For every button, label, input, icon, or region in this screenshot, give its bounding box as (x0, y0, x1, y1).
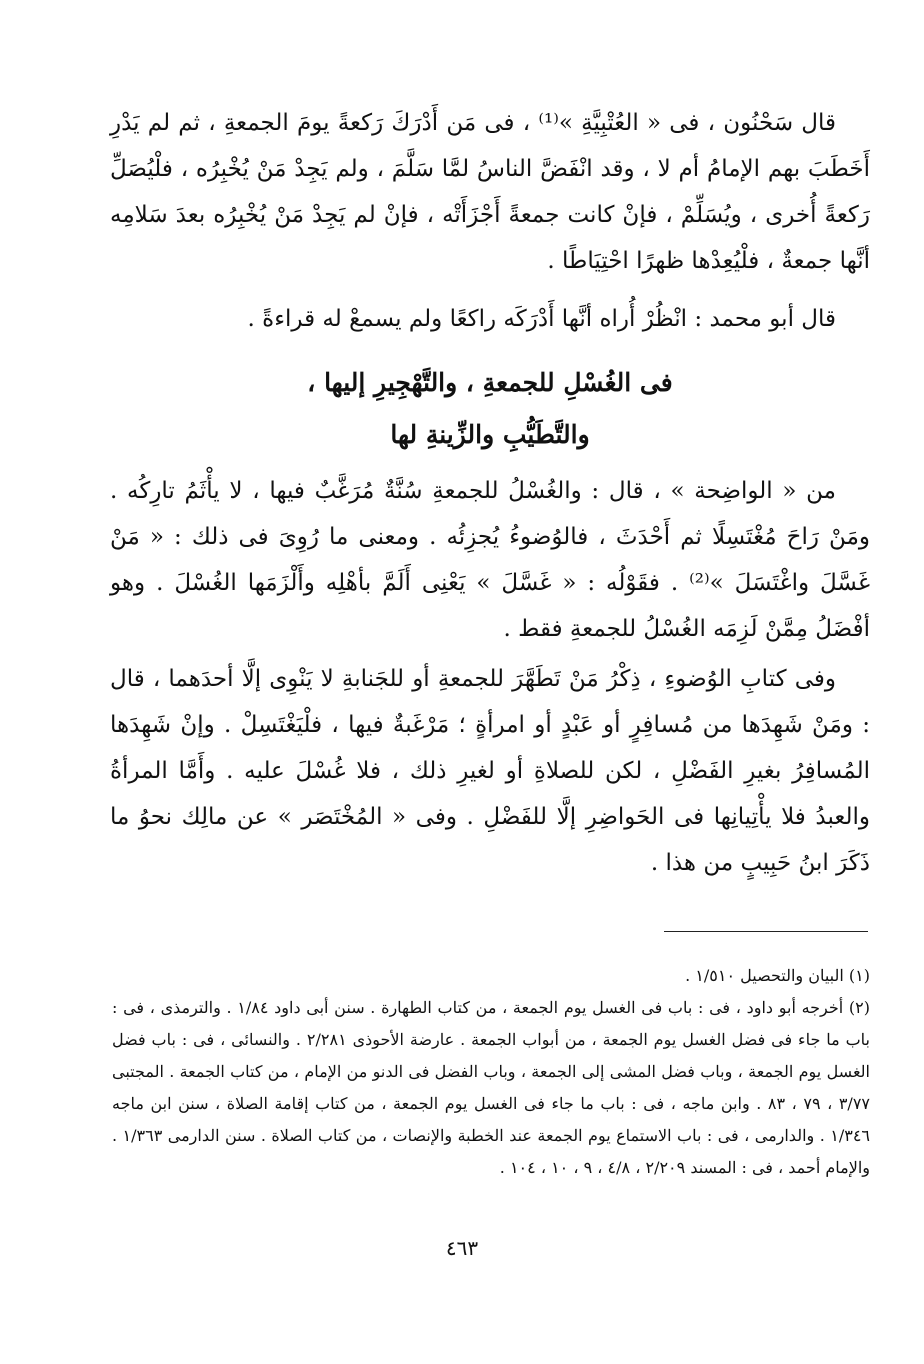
paragraph-text: من « الواضِحة » ، قال : والغُسْلُ للجمعةِ سُنَّةٌ مُرَغَّبٌ فيها ، لا يأْثَمُ تارِكُه . ومَنْ رَاحَ مُغْتَسِلًا ثم أَحْدَثَ ، فالوُضوءُ يُجزِئُه . ومعنى ما رُوِىَ فى ذلك : « مَنْ غَسَّلَ واغْتَسَلَ »⁽²⁾ . فقَوْلُه : « غَسَّلَ » يَعْنِى أَلَمَّ بأهْلِه وأَلْزَمَها الغُسْلَ . وهو أفْضَلُ مِمَّنْ لَزِمَه الغُسْلُ للجمعةِ فقط . (110, 478, 870, 642)
footnote-2: (٢) أخرجه أبو داود ، فى : باب فى الغسل يوم الجمعة ، من كتاب الطهارة . سنن أبى داود ١/٨٤ . والترمذى ، فى : باب ما جاء فى فضل الغسل يوم الجمعة ، من أبواب الجمعة . عارضة الأحوذى ٢/٢٨١ . والنسائى ، فى : باب فضل الغسل يوم الجمعة ، وباب فضل المشى إلى الجمعة ، وباب الفضل فى الدنو من الإمام ، من كتاب الجمعة . المجتبى ٣/٧٧ ، ٧٩ ، ٨٣ . وابن ماجه ، فى : باب ما جاء فى الغسل يوم الجمعة ، من كتاب إقامة الصلاة ، سنن ابن ماجه ١/٣٤٦ . والدارمى ، فى : باب الاستماع يوم الجمعة عند الخطبة والإنصات ، من كتاب الصلاة . سنن الدارمى ١/٣٦٣ . والإمام أحمد ، فى : المسند ٢/٢٠٩ ، ٤/٨ ، ٩ ، ١٠ ، ١٠٤ . (112, 998, 871, 1177)
paragraph-text: وفى كتابِ الوُضوءِ ، ذِكْرُ مَنْ تَطَهَّرَ للجمعةِ أو للجَنابةِ لا يَنْوِى إلَّا أحدَهما ، قال : ومَنْ شَهِدَها من مُسافِرٍ أو عَبْدٍ أو امرأةٍ ؛ مَرْغَبةٌ فيها ، فلْيَغْتَسِلْ . وإنْ شَهِدَها المُسافِرُ بغيرِ الفَضْلِ ، لكن للصلاةِ أو لغيرِ ذلك ، فلا غُسْلَ عليه . وأَمَّا المرأةُ والعبدُ فلا يأْتِيانِها فى الحَواضِرِ إلَّا للفَضْلِ . وفى « المُخْتَصَر » عن مالِك نحوُ ما ذَكَرَ ابنُ حَبِيبٍ من هذا . (110, 666, 870, 876)
section-heading-line-2: والتَّطَيُّبِ والزِّينةِ لها (390, 420, 590, 449)
footnote-1: (١) البيان والتحصيل ١/٥١٠ . (685, 966, 870, 985)
page-number: ٤٦٣ (445, 1236, 479, 1260)
paragraph-text: قال أبو محمد : انْظُرْ أُراه أنَّها أَدْرَكَه راكعًا ولم يسمعْ له قراءةً . (247, 306, 836, 332)
paragraph-wadiha (110, 468, 870, 652)
paragraph-abu-muhammad (110, 296, 870, 342)
paragraph-text: قال سَحْنُون ، فى « العُتْبِيَّةِ »⁽¹⁾ ، فى مَن أَدْرَكَ رَكعةً يومَ الجمعةِ ، ثم لم يَدْرِ أَخَطَبَ بهم الإمامُ أم لا ، وقد انْفَضَّ الناسُ لمَّا سَلَّمَ ، ولم يَجِدْ مَنْ يُخْبِرُه ، فلْيُصَلِّ رَكعةً أُخرى ، ويُسَلِّمْ ، فإنْ كانت جمعةً أَجْزَأَتْه ، فإنْ لم يَجِدْ مَنْ يُخْبِرُه بعدَ سَلامِه أنَّها جمعةٌ ، فلْيُعِدْها ظهرًا احْتِيَاطًا . (110, 110, 870, 274)
footnotes (112, 960, 870, 1184)
paragraph-kitab-wudu (110, 656, 870, 886)
footnote-divider (664, 931, 868, 932)
paragraph-sahnun (110, 100, 870, 284)
section-heading-line-1: فى الغُسْلِ للجمعةِ ، والتَّهْجِيرِ إليها ، (307, 368, 673, 397)
